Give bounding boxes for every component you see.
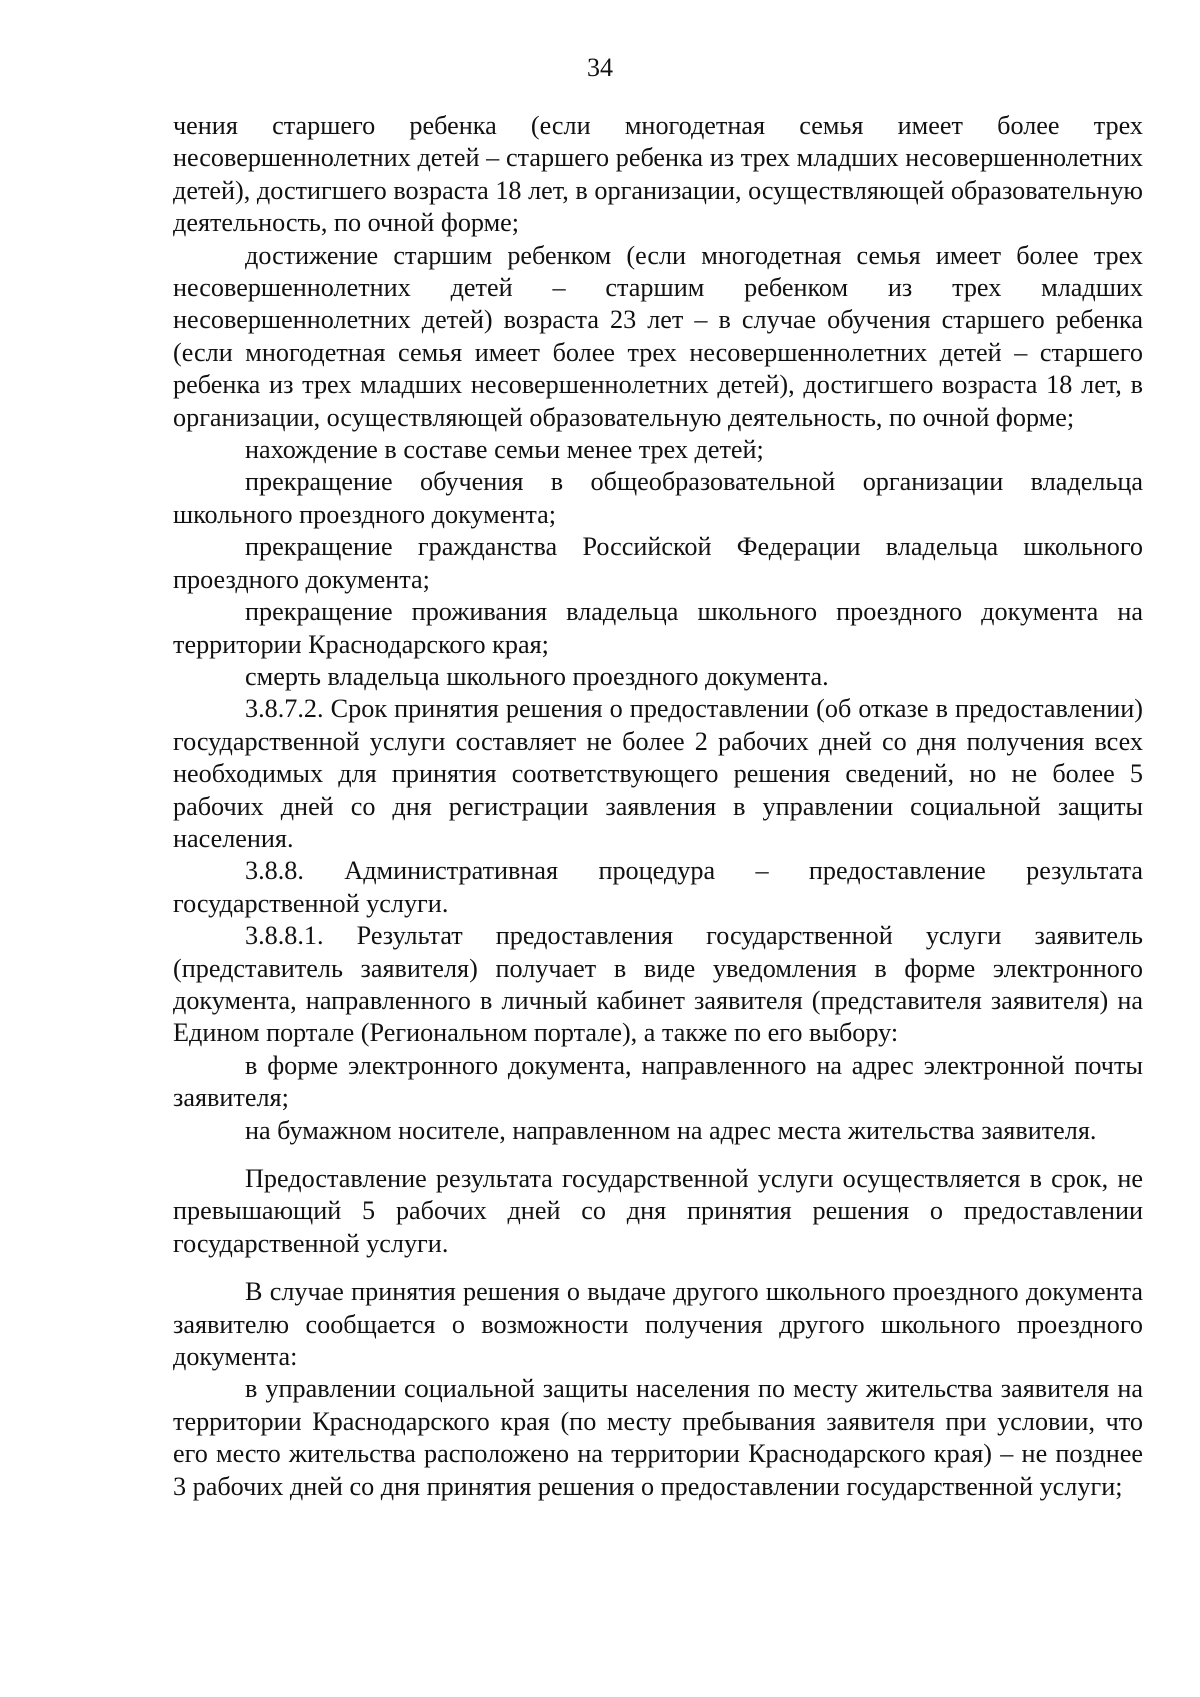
paragraph: В случае принятия решения о выдаче другого школьного проездного документа заявителю сообщается о возможности получения другого школьного проездного документа: [173,1277,1143,1372]
paragraph: прекращение обучения в общеобразовательной организации владельца школьного проездного документа; [173,467,1143,529]
paragraph: на бумажном носителе, направленном на адрес места жительства заявителя. [245,1115,1097,1145]
paragraph: достижение старшим ребенком (если многодетная семья имеет более трех несовершеннолетних детей – старшим ребенком из трех младших несовершеннолетних детей) возраста 23 лет – в случае обучения старшего ребенка (если многодетная семья имеет более трех несовершеннолетних детей – старшего ребенка из трех младших несовершеннолетних детей), достигшего возраста 18 лет, в организации, осуществляющей образовательную деятельность, по очной форме; [173,240,1143,432]
paragraph: 3.8.8.1. Результат предоставления государственной услуги заявитель (представитель заявителя) получает в виде уведомления в форме электронного документа, направленного в личный кабинет заявителя (представителя заявителя) на Едином портале (Региональном портале), а также по его выбору: [173,921,1143,1048]
paragraph: нахождение в составе семьи менее трех детей; [245,435,764,465]
page-number: 34 [587,53,613,82]
paragraph: 3.8.7.2. Срок принятия решения о предоставлении (об отказе в предоставлении) государственной услуги составляет не более 2 рабочих дней со дня получения всех необходимых для принятия соответствующего решения сведений, но не более 5 рабочих дней со дня регистрации заявления в управлении социальной защиты населения. [173,694,1143,853]
paragraph: 3.8.8. Административная процедура – предоставление результата государственной услуги. [173,856,1143,918]
paragraph: в форме электронного документа, направленного на адрес электронной почты заявителя; [173,1050,1143,1113]
paragraph: Предоставление результата государственной услуги осуществляется в срок, не превышающий 5 рабочих дней со дня принятия решения о предоставлении государственной услуги. [173,1164,1143,1258]
paragraph: смерть владельца школьного проездного документа. [245,661,829,691]
document-body [173,110,1143,1503]
paragraph: прекращение гражданства Российской Федерации владельца школьного проездного документа; [173,532,1143,594]
paragraph: прекращение проживания владельца школьного проездного документа на территории Краснодарского края; [173,597,1143,659]
paragraph: в управлении социальной защиты населения по месту жительства заявителя на территории Краснодарского края (по месту пребывания заявителя при условии, что его место жительства расположено на территории Краснодарского края) – не позднее 3 рабочих дней со дня принятия решения о предоставлении государственной услуги; [173,1374,1143,1501]
paragraph: чения старшего ребенка (если многодетная семья имеет более трех несовершеннолетних детей – старшего ребенка из трех младших несовершеннолетних детей), достигшего возраста 18 лет, в организации, осуществляющей образовательную деятельность, по очной форме; [173,111,1143,238]
